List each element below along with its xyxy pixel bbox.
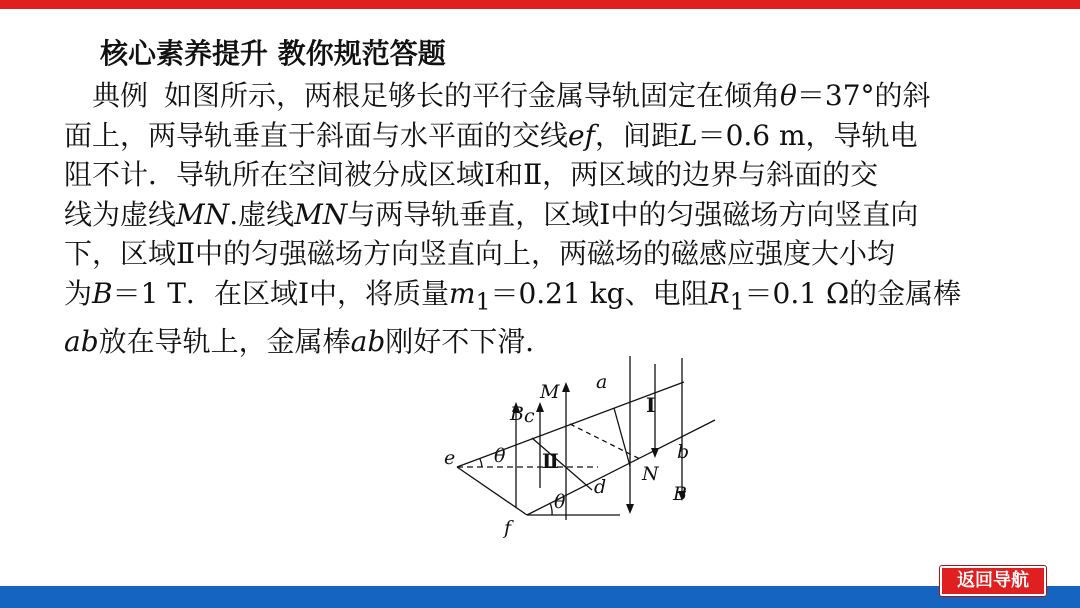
- text-run: 如图所示，两根足够长的平行金属导轨固定在倾角: [164, 79, 781, 112]
- label-theta-e: θ: [494, 445, 506, 467]
- return-navigation-button[interactable]: 返回导航: [940, 566, 1046, 596]
- arrow-down-icon: [626, 504, 634, 514]
- text-run: ，间距: [594, 118, 679, 152]
- angle-arc-e: [480, 459, 482, 467]
- text-run: 线为虚线: [64, 197, 177, 231]
- label-N: N: [642, 463, 659, 485]
- label-d: d: [594, 476, 607, 498]
- label-b: b: [677, 441, 690, 463]
- var-L: L: [678, 118, 698, 152]
- var-MN: MN: [294, 197, 348, 231]
- text-run: 下，区域Ⅱ中的匀强磁场方向竖直向上，两磁场的磁感应强度大小均: [64, 237, 896, 270]
- problem-line-1: [64, 76, 1024, 116]
- text-run: ＝37°的斜: [796, 79, 931, 112]
- arrow-up-icon: [562, 382, 570, 392]
- problem-line-5: [64, 234, 1024, 274]
- arrow-up-icon: [536, 402, 544, 412]
- top-accent-bar: [0, 0, 1080, 9]
- text-run: .虚线: [229, 197, 295, 231]
- text-run: ＝1 T．在区域Ⅰ中，将质量: [112, 276, 450, 310]
- bar-ab: [614, 408, 630, 466]
- example-label: 典例: [92, 79, 149, 112]
- angle-arc-f: [550, 503, 552, 515]
- text-run: 为: [64, 276, 93, 310]
- arrow-down-icon: [651, 448, 659, 458]
- problem-line-4: [64, 195, 1024, 235]
- label-f: f: [504, 517, 512, 539]
- subscript: 1: [475, 287, 491, 316]
- bar-cd: [532, 438, 592, 490]
- bottom-nav-band: [0, 586, 1080, 608]
- text-run: ＝0.6 m，导轨电: [697, 118, 918, 152]
- var-R: R: [708, 276, 730, 310]
- problem-line-3: [64, 155, 1024, 195]
- incline-rails-figure: [430, 350, 730, 555]
- var-ab: ab: [64, 324, 99, 358]
- label-region-1: Ⅰ: [646, 393, 656, 417]
- label-region-2: Ⅱ: [542, 449, 559, 473]
- text-run: 与两导轨垂直，区域Ⅰ中的匀强磁场方向竖直向: [347, 197, 919, 231]
- label-M: M: [540, 381, 560, 403]
- problem-text: [64, 76, 1024, 361]
- var-ef: ef: [568, 118, 595, 152]
- problem-line-2: [64, 116, 1024, 156]
- label-c: c: [524, 405, 535, 427]
- label-theta-f: θ: [554, 491, 566, 513]
- boundary-MN: [570, 424, 642, 460]
- var-MN: MN: [176, 197, 230, 231]
- problem-line-6: [64, 274, 1024, 322]
- text-run: 放在导轨上，金属棒: [98, 324, 351, 358]
- theta-symbol: θ: [780, 79, 797, 112]
- subscript: 1: [729, 287, 745, 316]
- var-ab: ab: [350, 324, 386, 358]
- var-B: B: [92, 276, 113, 310]
- text-run: 刚好不下滑．: [385, 324, 554, 358]
- label-B-down: B: [673, 483, 687, 505]
- text-run: ＝0.21 kg、电阻: [490, 276, 709, 310]
- text-run: 面上，两导轨垂直于斜面与水平面的交线: [64, 118, 569, 152]
- label-B-up: B: [510, 403, 524, 425]
- text-run: 阻不计．导轨所在空间被分成区域Ⅰ和Ⅱ，两区域的边界与斜面的交: [64, 158, 879, 191]
- label-e: e: [444, 447, 456, 469]
- section-heading: 核心素养提升 教你规范答题: [100, 37, 446, 70]
- label-a: a: [596, 371, 608, 393]
- var-m: m: [449, 276, 476, 310]
- text-run: ＝0.1 Ω的金属棒: [744, 276, 962, 310]
